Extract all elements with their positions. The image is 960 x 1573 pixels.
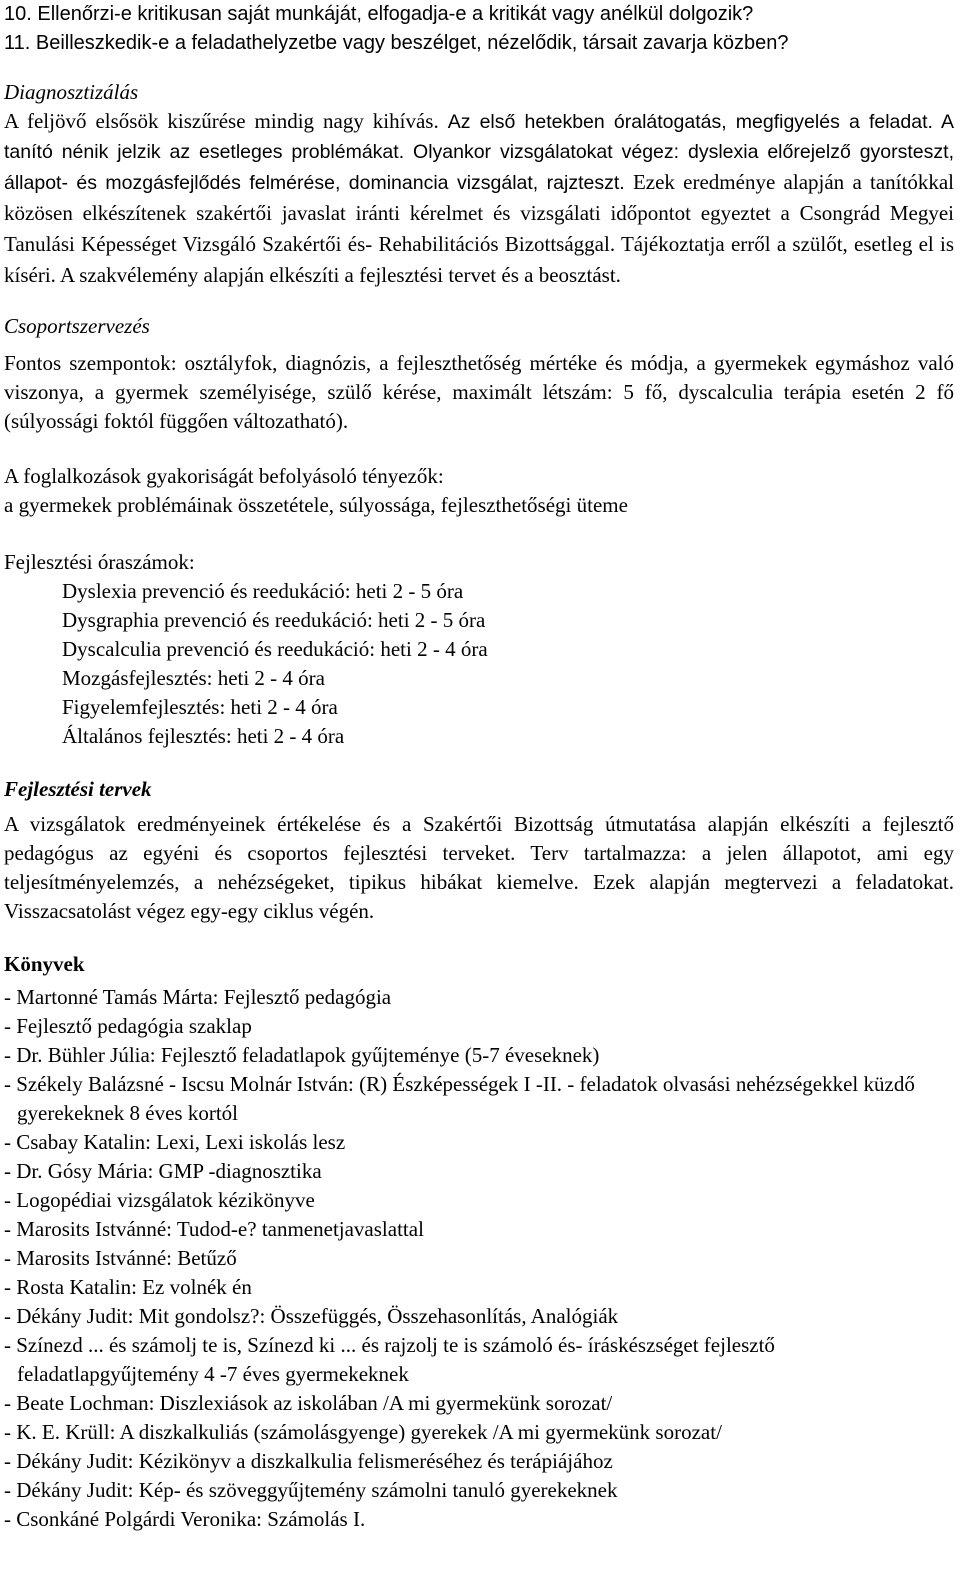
spacer xyxy=(4,292,954,312)
oraszam-item: Dysgraphia prevenció és reedukáció: heti 2 - 5 óra xyxy=(62,608,486,632)
csoportszervezes-paragraph: Fontos szempontok: osztályfok, diagnózis, a fejleszthetőség mértéke és módja, a gyermekek egymáshoz való viszonya, a gyermek személyisége, szülő kérése, maximált létszám: 5 fő, dyscalculia terápia esetén 2 fő (súlyossági foktól függően változatható). xyxy=(4,351,954,433)
gyakorisag-label: A foglalkozások gyakoriságát befolyásoló tényezők: xyxy=(4,464,444,488)
book-item: - Marosits Istvánné: Tudod-e? tanmenetjavaslattal xyxy=(4,1217,424,1241)
spacer xyxy=(4,520,954,548)
question-10: 10. Ellenőrzi-e kritikusan saját munkáját, elfogadja-e a kritikát vagy anélkül dolgozik? xyxy=(4,3,754,25)
book-item: - Csonkáné Polgárdi Veronika: Számolás I. xyxy=(4,1507,366,1531)
oraszam-item: Dyslexia prevenció és reedukáció: heti 2 - 5 óra xyxy=(62,579,464,603)
oraszam-item: Dyscalculia prevenció és reedukáció: heti 2 - 4 óra xyxy=(62,637,488,661)
document-page xyxy=(4,0,954,1534)
oraszam-item: Figyelemfejlesztés: heti 2 - 4 óra xyxy=(62,695,338,719)
oraszam-item: Mozgásfejlesztés: heti 2 - 4 óra xyxy=(62,666,325,690)
book-item: - Székely Balázsné - Iscsu Molnár István: (R) Észképességek I -II. - feladatok olvasási nehézségekkel küzdő gyerekeknek 8 éves kortól xyxy=(4,1072,915,1125)
book-item: - Dékány Judit: Kép- és szöveggyűjtemény számolni tanuló gyerekeknek xyxy=(4,1478,618,1502)
book-item: - Martonné Tamás Márta: Fejlesztő pedagógia xyxy=(4,985,392,1009)
book-item: - Dr. Bühler Júlia: Fejlesztő feladatlapok gyűjteménye (5-7 éveseknek) xyxy=(4,1043,600,1067)
oraszamok-label: Fejlesztési óraszámok: xyxy=(4,550,195,574)
spacer xyxy=(4,341,954,349)
csoportszervezes-heading: Csoportszervezés xyxy=(4,314,150,338)
book-item: - Marosits Istvánné: Betűző xyxy=(4,1246,237,1270)
spacer xyxy=(4,751,954,775)
book-item: - K. E. Krüll: A diszkalkuliás (számolásgyenge) gyerekek /A mi gyermekünk sorozat/ xyxy=(4,1420,722,1444)
book-item: - Rosta Katalin: Ez volnék én xyxy=(4,1275,252,1299)
konyvek-heading: Könyvek xyxy=(4,952,85,976)
book-item: - Fejlesztő pedagógia szaklap xyxy=(4,1014,252,1038)
book-item: - Dékány Judit: Kézikönyv a diszkalkulia felismeréséhez és terápiájához xyxy=(4,1449,613,1473)
diagnosztizalas-text-serif: A feljövő elsősök kiszűrése mindig nagy kihívás. xyxy=(4,109,448,133)
book-item: - Színezd ... és számolj te is, Színezd ki ... és rajzolj te is számoló és- íráskészséget fejlesztő feladatlapgyűjtemény 4 -7 éves gyermekeknek xyxy=(4,1333,775,1386)
diagnosztizalas-heading: Diagnosztizálás xyxy=(4,80,139,104)
question-11: 11. Beilleszkedik-e a feladathelyzetbe vagy beszélget, nézelődik, társait zavarja közben? xyxy=(4,32,789,54)
gyakorisag-value: a gyermekek problémáinak összetétele, súlyossága, fejleszthetőségi üteme xyxy=(4,493,628,517)
diagnosztizalas-text-sans: Az első hetekben óralátogatás, megfigyelés a feladat. A tanító nénik jelzik az esetleges problémákat. Olyankor vizsgálatokat végez: dyslexia előrejelző gyorsteszt, állapot- és mozgásfejlődés felmérése, dominancia vizsgálat, rajzteszt. xyxy=(4,111,954,194)
book-item: - Beate Lochman: Diszlexiások az iskolában /A mi gyermekünk sorozat/ xyxy=(4,1391,613,1415)
diagnosztizalas-text-rest: Ezek eredménye alapján a tanítókkal közösen elkészítenek szakértői javaslat iránti kérelmet és vizsgálati időpontot egyeztet a Csongrád Megyei Tanulási Képességet Vizsgáló Szakértői és- Rehabilitációs Bizottsággal. Tájékoztatja erről a szülőt, esetleg el is kíséri. A szakvélemény alapján elkészíti a fejlesztési tervet és a beosztást. xyxy=(4,170,954,287)
book-item: - Dékány Judit: Mit gondolsz?: Összefüggés, Összehasonlítás, Analógiák xyxy=(4,1304,619,1328)
diagnosztizalas-paragraph xyxy=(4,107,954,292)
fejlesztesi-tervek-heading: Fejlesztési tervek xyxy=(4,777,152,801)
spacer xyxy=(4,926,954,950)
spacer xyxy=(4,436,954,462)
oraszam-item: Általános fejlesztés: heti 2 - 4 óra xyxy=(62,724,345,748)
book-item: - Csabay Katalin: Lexi, Lexi iskolás lesz xyxy=(4,1130,346,1154)
spacer xyxy=(4,58,954,78)
fejlesztesi-tervek-paragraph: A vizsgálatok eredményeinek értékelése és a Szakértői Bizottság útmutatása alapján elkészíti a fejlesztő pedagógus az egyéni és csoportos fejlesztési terveket. Terv tartalmazza: a jelen állapotot, ami egy teljesítményelemzés, a nehézségeket, tipikus hibákat kiemelve. Ezek alapján megtervezi a feladatokat. Visszacsatolást végez egy-egy ciklus végén. xyxy=(4,812,954,923)
book-item: - Logopédiai vizsgálatok kézikönyve xyxy=(4,1188,315,1212)
book-item: - Dr. Gósy Mária: GMP -diagnosztika xyxy=(4,1159,322,1183)
